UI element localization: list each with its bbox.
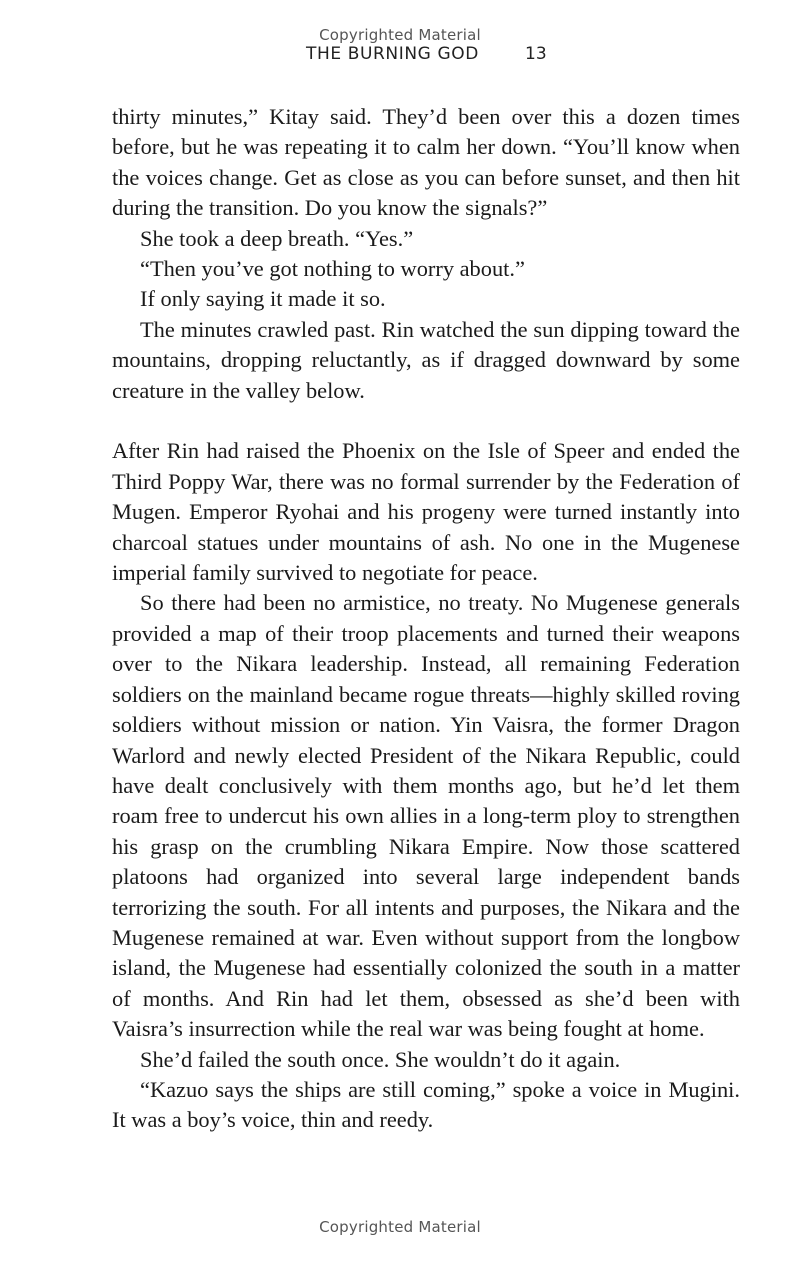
section-break	[112, 406, 740, 436]
body-text	[112, 102, 740, 1136]
paragraph-6: After Rin had raised the Phoenix on the Isle of Speer and ended the Third Poppy War, there was no formal surrender by the Federation of Mugen. Emperor Ryohai and his progeny were turned instantly into charcoal statues under mountains of ash. No one in the Mugenese imperial family survived to negotiate for peace.	[112, 438, 740, 586]
paragraph-2: She took a deep breath. “Yes.”	[140, 225, 414, 251]
paragraph-5: The minutes crawled past. Rin watched the sun dipping toward the mountains, dropping reluctantly, as if dragged downward by some creature in the valley below.	[112, 316, 740, 403]
copyright-watermark-bottom: Copyrighted Material	[319, 1218, 481, 1236]
paragraph-4: If only saying it made it so.	[140, 286, 386, 312]
running-header	[0, 44, 800, 68]
paragraph-8: She’d failed the south once. She wouldn’t do it again.	[140, 1046, 621, 1072]
paragraph-7: So there had been no armistice, no treaty. No Mugenese generals provided a map of their troop placements and turned their weapons over to the Nikara leadership. Instead, all remaining Federation soldiers on the mainland became rogue threats—highly skilled roving soldiers without mission or nation. Yin Vaisra, the former Dragon Warlord and newly elected President of the Nikara Republic, could have dealt conclusively with them months ago, but he’d let them roam free to undercut his own allies in a long-term ploy to strengthen his grasp on the crumbling Nikara Empire. Now those scattered platoons had organized into several large independent bands terrorizing the south. For all intents and purposes, the Nikara and the Mugenese remained at war. Even without support from the longbow island, the Mugenese had essentially colonized the south in a matter of months. And Rin had let them, obsessed as she’d been with Vaisra’s insurrection while the real war was being fought at home.	[112, 590, 740, 1042]
paragraph-9: “Kazuo says the ships are still coming,” spoke a voice in Mugini. It was a boy’s voice, thin and reedy.	[112, 1076, 740, 1133]
copyright-watermark-top: Copyrighted Material	[319, 26, 481, 44]
paragraph-1: thirty minutes,” Kitay said. They’d been over this a dozen times before, but he was repeating it to calm her down. “You’ll know when the voices change. Get as close as you can before sunset, and then hit during the transition. Do you know the signals?”	[112, 104, 740, 221]
running-title: THE BURNING GOD	[306, 44, 479, 64]
paragraph-3: “Then you’ve got nothing to worry about.”	[140, 256, 525, 282]
page-number: 13	[525, 44, 547, 64]
